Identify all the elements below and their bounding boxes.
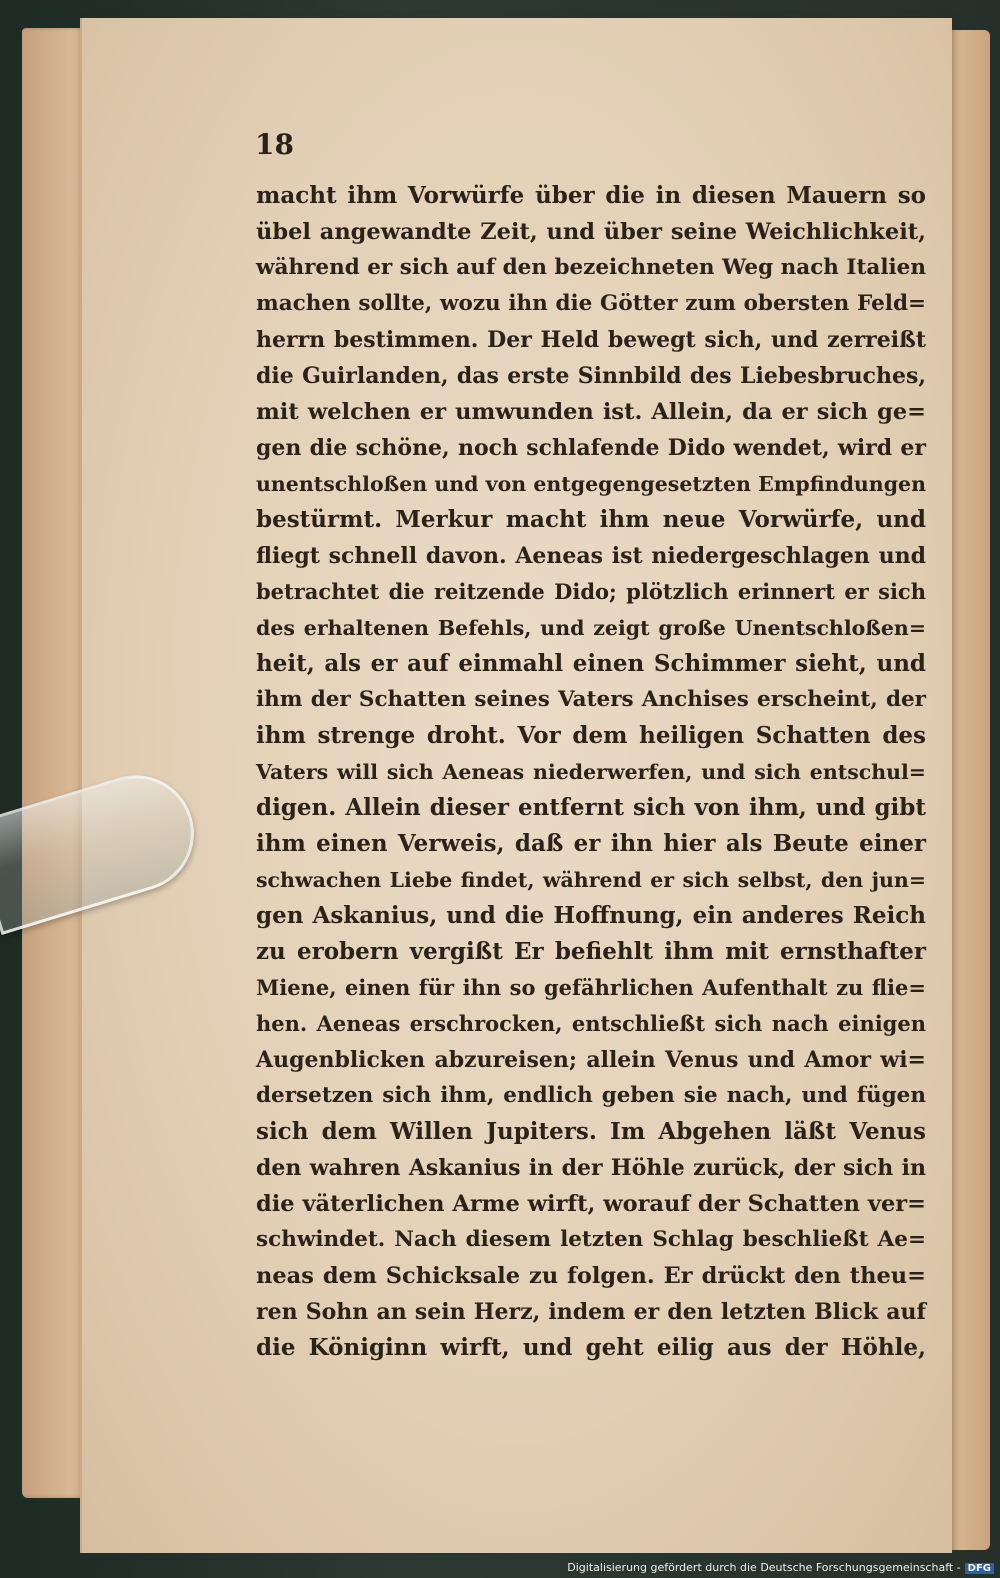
dfg-logo: DFG: [965, 1563, 994, 1574]
text-line: ihm der Schatten seines Vaters Anchises erscheint, der: [256, 687, 926, 712]
text-line: den wahren Askanius in der Höhle zurück, der sich in: [256, 1155, 926, 1181]
text-line: machen sollte, wozu ihn die Götter zum obersten Feld=: [256, 291, 926, 316]
text-line: digen. Allein dieser entfernt sich von ihm, und gibt: [256, 794, 926, 821]
text-line: bestürmt. Merkur macht ihm neue Vorwürfe, und: [256, 506, 926, 533]
text-line: die Königinn wirft, und geht eilig aus der Höhle,: [256, 1334, 926, 1361]
digitization-credit: [567, 1561, 994, 1574]
text-line: gen die schöne, noch schlafende Dido wendet, wird er: [256, 435, 926, 461]
text-line: übel angewandte Zeit, und über seine Weichlichkeit,: [256, 219, 926, 245]
credit-text: Digitalisierung gefördert durch die Deutsche Forschungsgemeinschaft -: [567, 1561, 961, 1574]
text-line: neas dem Schicksale zu folgen. Er drückt den theu=: [256, 1263, 926, 1289]
text-line: heit, als er auf einmahl einen Schimmer sieht, und: [256, 650, 926, 677]
text-line: dersetzen sich ihm, endlich geben sie nach, und fügen: [256, 1083, 926, 1108]
text-line: zu erobern vergißt Er befiehlt ihm mit ernsthafter: [256, 938, 926, 965]
text-line: die väterlichen Arme wirft, worauf der Schatten ver=: [256, 1191, 926, 1217]
text-line: ihm strenge droht. Vor dem heiligen Schatten des: [256, 722, 926, 749]
text-line: schwindet. Nach diesem letzten Schlag beschließt Ae=: [256, 1227, 926, 1252]
text-line: Vaters will sich Aeneas niederwerfen, und sich entschul=: [256, 760, 926, 784]
text-line: Miene, einen für ihn so gefährlichen Aufenthalt zu flie=: [256, 975, 926, 1000]
text-line: Augenblicken abzureisen; allein Venus und Amor wi=: [256, 1047, 926, 1073]
text-line: macht ihm Vorwürfe über die in diesen Mauern so: [256, 182, 926, 209]
text-line: hen. Aeneas erschrocken, entschließt sich nach einigen: [256, 1011, 926, 1036]
page-text: [256, 178, 926, 1366]
text-line: unentschloßen und von entgegengesetzten Empfindungen: [256, 472, 926, 496]
text-line: gen Askanius, und die Hoffnung, ein anderes Reich: [256, 902, 926, 929]
text-line: mit welchen er umwunden ist. Allein, da er sich ge=: [256, 399, 926, 425]
text-line: während er sich auf den bezeichneten Weg nach Italien: [256, 255, 926, 280]
page-number: 18: [255, 128, 294, 161]
text-line: schwachen Liebe findet, während er sich selbst, den jun=: [256, 868, 926, 892]
text-line: fliegt schnell davon. Aeneas ist niedergeschlagen und: [256, 543, 926, 569]
text-line: ihm einen Verweis, daß er ihn hier als Beute einer: [256, 830, 926, 857]
text-line: ren Sohn an sein Herz, indem er den letzten Blick auf: [256, 1299, 926, 1325]
text-line: des erhaltenen Befehls, und zeigt große Unentschloßen=: [256, 616, 926, 640]
text-line: betrachtet die reitzende Dido; plötzlich erinnert er sich: [256, 579, 926, 604]
text-line: herrn bestimmen. Der Held bewegt sich, und zerreißt: [256, 327, 926, 353]
text-line: die Guirlanden, das erste Sinnbild des Liebesbruches,: [256, 363, 926, 389]
text-line: sich dem Willen Jupiters. Im Abgehen läßt Venus: [256, 1118, 926, 1145]
